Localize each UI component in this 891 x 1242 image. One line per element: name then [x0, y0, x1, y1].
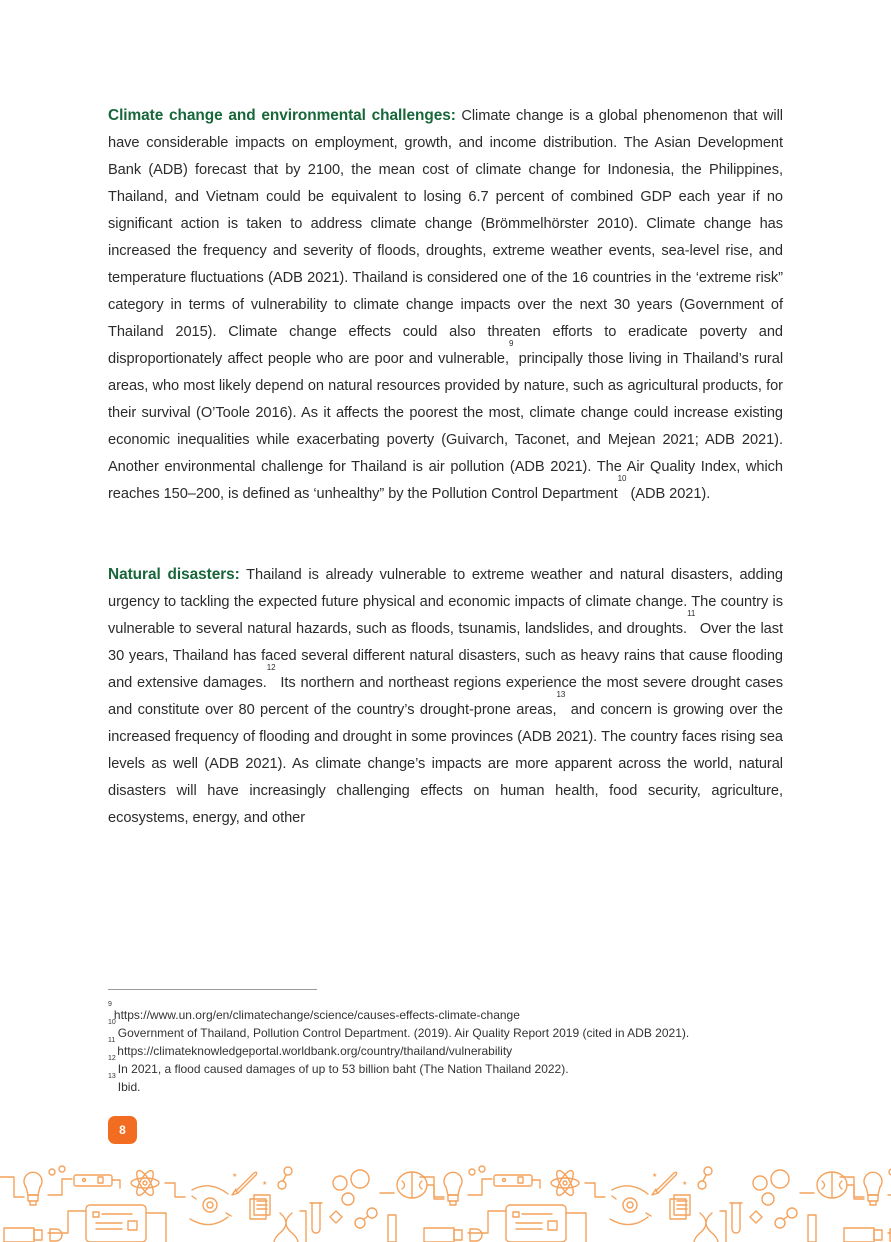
footnotes — [108, 1001, 690, 1096]
footnote-text: Ibid. — [117, 1080, 141, 1094]
section-heading-climate: Climate change and environmental challenges: — [108, 107, 456, 124]
footnote-number: 12 — [108, 1055, 116, 1062]
footnote-ref-10[interactable]: 10 — [617, 474, 627, 483]
footnote-text: Government of Thailand, Pollution Control Department. (2019). Air Quality Report 2019 (cited in ADB 2021). — [117, 1026, 690, 1040]
footnote-text: In 2021, a flood caused damages of up to 53 billion baht (The Nation Thailand 2022). — [117, 1062, 569, 1076]
text-segment: Climate change is a global phenomenon that will have considerable impacts on employment, growth, and income distribution. The Asian Development Bank (ADB) forecast that by 2100, the mean cost of climate change for Indonesia, the Philippines, Thailand, and Vietnam could be equivalent to losing 6.7 percent of combined GDP each year if no significant action is taken to address climate change (Brömmelhörster 2010). Climate change has increased the frequency and severity of floods, droughts, extreme weather events, sea-level rise, and temperature fluctuations (ADB 2021). Thailand is considered one of the 16 countries in the ‘extreme risk” category in terms of vulnerability to climate change impacts over the next 30 years (Government of Thailand 2015). Climate change effects could also threaten efforts to eradicate poverty and disproportionately affect people who are poor and vulnerable, — [108, 108, 783, 367]
section-heading-disasters: Natural disasters: — [108, 566, 240, 583]
footnote-ref-11[interactable]: 11 — [687, 609, 696, 618]
text-segment: (ADB 2021). — [626, 486, 711, 502]
decorative-science-border: ★ ★ — [0, 1155, 891, 1242]
text-segment: principally those living in Thailand’s rural areas, who most likely depend on natural resources provided by nature, such as agricultural products, for their survival (O’Toole 2016). As it affects the poorest the most, climate change could increase existing economic inequalities while exacerbating poverty (Guivarch, Taconet, and Mejean 2021; ADB 2021). Another environmental challenge for Thailand is air pollution (ADB 2021). The Air Quality Index, which reaches 150–200, is defined as ‘unhealthy” by the Pollution Control Department — [108, 351, 784, 502]
footnote-ref-12[interactable]: 12 — [266, 663, 276, 672]
footnote-13 — [108, 1073, 689, 1096]
footnote-10 — [108, 1019, 690, 1042]
page-number-badge: 8 — [108, 1116, 137, 1144]
footnote-9 — [108, 1001, 689, 1024]
footnote-link[interactable]: https://www.un.org/en/climatechange/science/causes-effects-climate-change — [113, 1008, 520, 1022]
text-segment: Over the last 30 years, Thailand has faced several different natural disasters, such as heavy rains that cause flooding and extensive damages. — [108, 621, 783, 691]
footnote-link[interactable]: https://climateknowledgeportal.worldbank.org/country/thailand/vulnerability — [117, 1044, 513, 1058]
text-segment: Thailand is already vulnerable to extreme weather and natural disasters, adding urgency to tackling the expected future physical and economic impacts of climate change. The country is vulnerable to several natural hazards, such as floods, tsunamis, landslides, and droughts. — [108, 567, 783, 637]
paragraph-natural-disasters — [108, 561, 783, 832]
footnote-12 — [108, 1055, 689, 1078]
footnote-number: 13 — [108, 1073, 116, 1080]
text-segment: Its northern and northeast regions experience the most severe drought cases and constitute over 80 percent of the country’s drought-prone areas, — [108, 675, 784, 718]
footnote-divider — [108, 989, 317, 990]
footnote-ref-13[interactable]: 13 — [556, 690, 566, 699]
footnote-ref-9[interactable]: 9 — [508, 339, 514, 348]
footnote-number: 9 — [108, 1001, 112, 1008]
footnote-11 — [108, 1037, 689, 1060]
paragraph-climate-change — [108, 102, 783, 508]
text-segment: and concern is growing over the increased frequency of flooding and drought in some provinces (ADB 2021). The country faces rising sea levels as well (ADB 2021). As climate change’s impacts are more apparent across the world, natural disasters will have increasingly challenging effects on human health, food security, agriculture, ecosystems, energy, and other — [108, 702, 783, 826]
footnote-number: 10 — [108, 1019, 116, 1026]
footnote-number: 11 — [108, 1037, 116, 1044]
